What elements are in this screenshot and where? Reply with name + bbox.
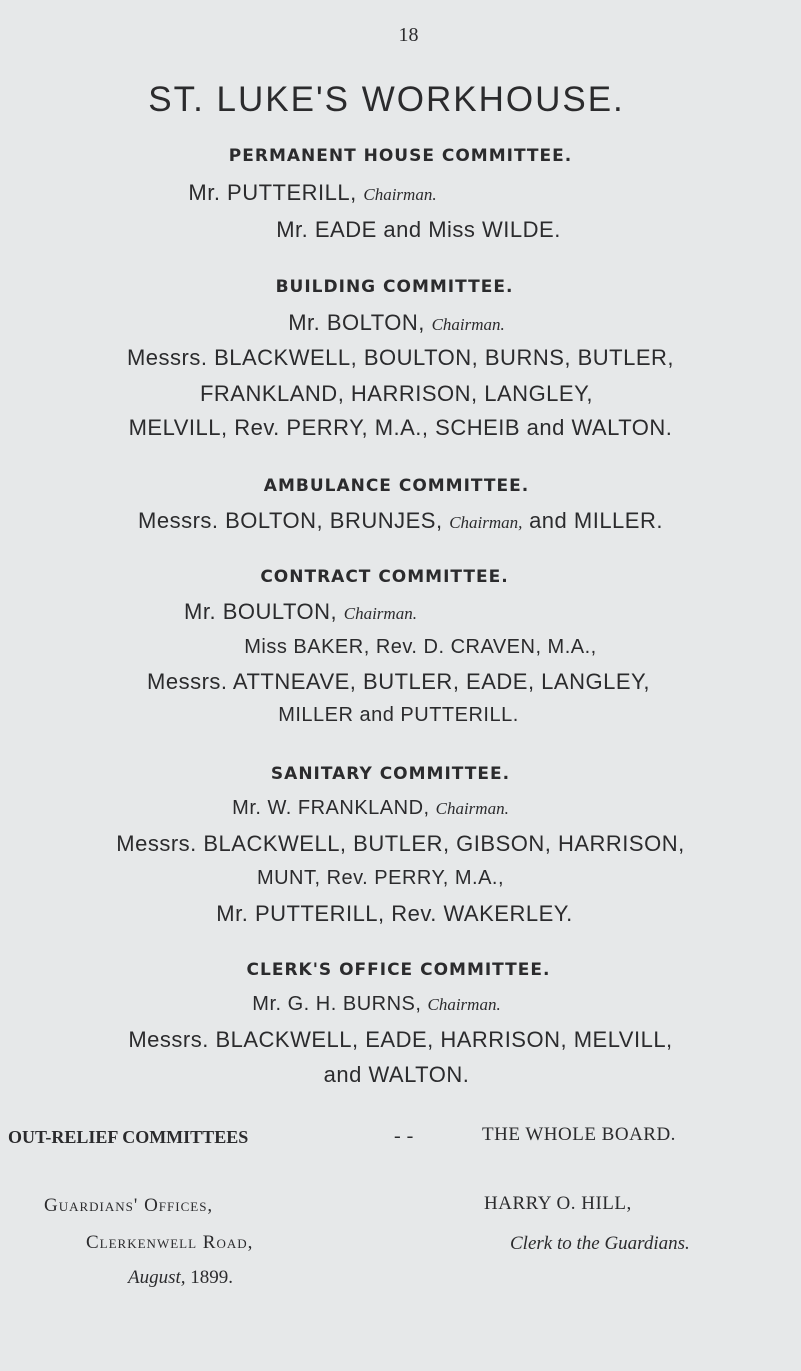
contract-committee-heading: CONTRACT COMMITTEE. xyxy=(260,567,509,587)
clerks-members-line2: and WALTON. xyxy=(323,1062,470,1087)
signatory-role: Clerk to the Guardians. xyxy=(510,1233,690,1254)
date-year: 1899. xyxy=(190,1267,234,1288)
page-number: 18 xyxy=(398,24,419,46)
permanent-members: Mr. EADE and Miss WILDE. xyxy=(276,217,561,242)
sanitary-members-line2: MUNT, Rev. PERRY, M.A., xyxy=(256,867,505,889)
contract-members-line2: Messrs. ATTNEAVE, BUTLER, EADE, LANGLEY, xyxy=(147,669,650,694)
sanitary-chair-name: Mr. W. FRANKLAND, xyxy=(232,797,430,819)
building-committee-heading: BUILDING COMMITTEE. xyxy=(275,277,514,297)
signatory-name: HARRY O. HILL, xyxy=(484,1193,632,1214)
clerks-chair xyxy=(0,993,777,1016)
sanitary-chair xyxy=(0,797,771,820)
sanitary-committee-heading: SANITARY COMMITTEE. xyxy=(270,764,511,784)
contract-members-line1: Miss BAKER, Rev. D. CRAVEN, M.A., xyxy=(244,636,597,658)
outrelief-label: OUT-RELIEF COMMITTEES xyxy=(8,1127,249,1147)
contract-chair-role: Chairman. xyxy=(343,604,417,623)
permanent-chair-name: Mr. PUTTERILL, xyxy=(188,180,357,205)
building-chair-role: Chairman. xyxy=(431,315,505,334)
building-members-line1: Messrs. BLACKWELL, BOULTON, BURNS, BUTLER, xyxy=(126,345,675,370)
ambulance-committee-heading: AMBULANCE COMMITTEE. xyxy=(263,476,530,496)
ambulance-members xyxy=(0,508,801,534)
clerks-committee-heading: CLERK'S OFFICE COMMITTEE. xyxy=(246,960,551,980)
clerks-chair-role: Chairman. xyxy=(427,995,501,1014)
office-line1: Guardians' Offices, xyxy=(44,1195,214,1216)
sanitary-members-line1: Messrs. BLACKWELL, BUTLER, GIBSON, HARRISON, xyxy=(116,831,685,856)
page-title: ST. LUKE'S WORKHOUSE. xyxy=(148,80,625,119)
date-line xyxy=(128,1267,233,1289)
contract-chair-name: Mr. BOULTON, xyxy=(184,599,338,624)
outrelief-dashes: - - xyxy=(394,1125,414,1147)
building-chair xyxy=(0,310,797,336)
building-chair-name: Mr. BOLTON, xyxy=(288,310,425,335)
sanitary-members-line3: Mr. PUTTERILL, Rev. WAKERLEY. xyxy=(216,901,573,926)
clerks-chair-name: Mr. G. H. BURNS, xyxy=(252,993,422,1015)
date-month: August, xyxy=(128,1267,186,1288)
ambulance-members-after: and MILLER. xyxy=(529,508,663,533)
office-line2: Clerkenwell Road, xyxy=(86,1232,254,1253)
permanent-committee-heading: PERMANENT HOUSE COMMITTEE. xyxy=(228,146,573,166)
building-members-line2: FRANKLAND, HARRISON, LANGLEY, xyxy=(199,381,594,406)
ambulance-chair-role: Chairman, xyxy=(449,513,523,532)
permanent-chair xyxy=(0,180,713,206)
contract-chair xyxy=(0,599,701,625)
outrelief-value: THE WHOLE BOARD. xyxy=(482,1124,676,1145)
clerks-members-line1: Messrs. BLACKWELL, EADE, HARRISON, MELVILL, xyxy=(128,1027,673,1052)
contract-members-line3: MILLER and PUTTERILL. xyxy=(278,704,519,726)
building-members-line3: MELVILL, Rev. PERRY, M.A., SCHEIB and WALTON. xyxy=(128,415,673,440)
ambulance-members-before: Messrs. BOLTON, BRUNJES, xyxy=(138,508,443,533)
sanitary-chair-role: Chairman. xyxy=(435,799,509,818)
permanent-chair-role: Chairman. xyxy=(363,185,437,204)
